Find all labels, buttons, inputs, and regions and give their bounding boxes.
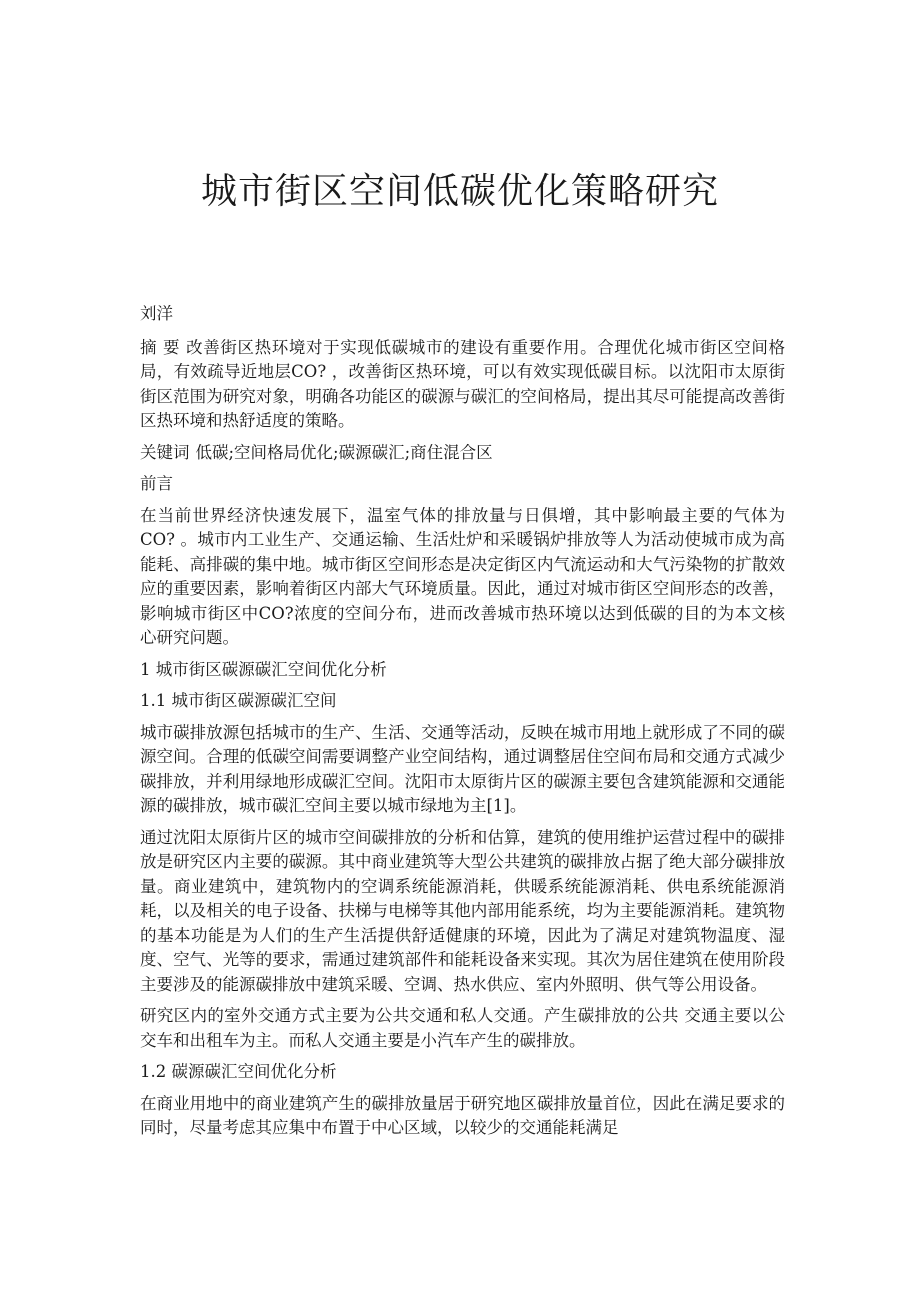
keywords-paragraph (140, 441, 785, 466)
section-1-1-paragraph-2: 通过沈阳太原街片区的城市空间碳排放的分析和估算，建筑的使用维护运营过程中的碳排放是研究区内主要的碳源。其中商业建筑等大型公共建筑的碳排放占据了绝大部分碳排放量。商业建筑中，建筑物内的空调系统能源消耗，供暖系统能源消耗、供电系统能源消耗，以及相关的电子设备、扶梯与电梯等其他内部用能系统，均为主要能源消耗。建筑物的基本功能是为人们的生产生活提供舒适健康的环境，因此为了满足对建筑物温度、湿度、空气、光等的要求，需通过建筑部件和能耗设备来实现。其次为居住建筑在使用阶段主要涉及的能源碳排放中建筑采暖、空调、热水供应、室内外照明、供气等公用设备。 (140, 827, 785, 994)
section-1-2-paragraph-1: 在商业用地中的商业建筑产生的碳排放量居于研究地区碳排放量首位，因此在满足要求的同时，尽量考虑其应集中布置于中心区域，以较少的交通能耗满足 (140, 1093, 785, 1137)
preface-heading: 前言 (140, 474, 173, 493)
keywords-label: 关键词 (140, 442, 190, 462)
abstract-label: 摘 要 (140, 337, 181, 357)
section-1-heading: 1 城市街区碳源碳汇空间优化分析 (140, 659, 387, 679)
preface-paragraph: 在当前世界经济快速发展下，温室气体的排放量与日俱增，其中影响最主要的气体为CO? 。城市内工业生产、交通运输、生活灶炉和采暖锅炉排放等人为活动使城市成为高能耗、高排碳的集中地。城市街区空间形态是决定街区内气流运动和大气污染物的扩散效应的重要因素，影响着街区内部大气环境质量。因此，通过对城市街区空间形态的改善，影响城市街区中CO?浓度的空间分布，进而改善城市热环境以达到低碳的目的为本文核心研究问题。 (140, 505, 785, 647)
abstract-text: 改善街区热环境对于实现低碳城市的建设有重要作用。合理优化城市街区空间格局，有效疏导近地层CO? ，改善街区热环境，可以有效实现低碳目标。以沈阳市太原街街区范围为研究对象，明确各功能区的碳源与碳汇的空间格局，提出其尽可能提高改善街区热环境和热舒适度的策略。 (140, 337, 786, 430)
section-1-2-heading: 1.2 碳源碳汇空间优化分析 (140, 1062, 337, 1081)
section-1-1-heading: 1.1 城市街区碳源碳汇空间 (140, 691, 337, 710)
abstract-paragraph (140, 336, 785, 434)
document-body (140, 302, 785, 1148)
author-name: 刘洋 (140, 304, 173, 323)
section-1-1-paragraph-3: 研究区内的室外交通方式主要为公共交通和私人交通。产生碳排放的公共 交通主要以公交车和出租车为主。而私人交通主要是小汽车产生的碳排放。 (140, 1006, 785, 1050)
keywords-text: 低碳;空间格局优化;碳源碳汇;商住混合区 (195, 442, 493, 462)
section-1-1-paragraph-1: 城市碳排放源包括城市的生产、生活、交通等活动，反映在城市用地上就形成了不同的碳源空间。合理的低碳空间需要调整产业空间结构，通过调整居住空间布局和交通方式减少碳排放，并利用绿地形成碳汇空间。沈阳市太原街片区的碳源主要包含建筑能源和交通能源的碳排放，城市碳汇空间主要以城市绿地为主[1]。 (140, 722, 785, 815)
document-title: 城市街区空间低碳优化策略研究 (200, 171, 719, 212)
